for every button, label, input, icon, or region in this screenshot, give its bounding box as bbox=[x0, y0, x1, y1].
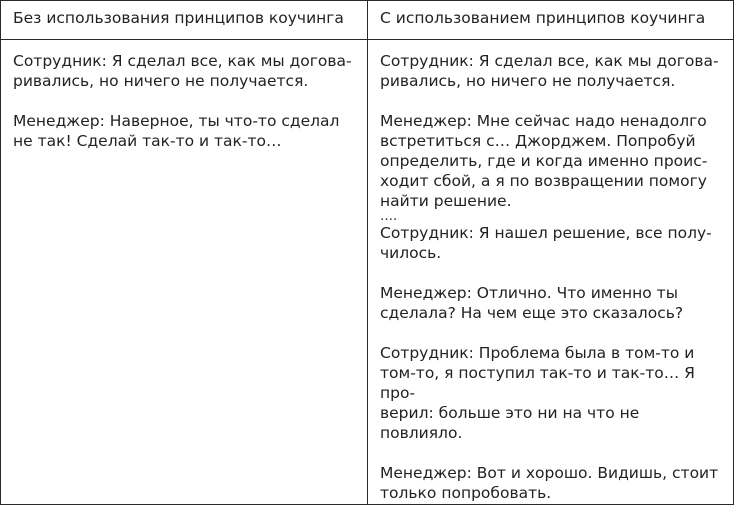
text-line: ривались, но ничего не получается. bbox=[13, 72, 309, 90]
text-line: верил: больше это ни на что не повлияло. bbox=[380, 404, 640, 442]
text-line: чилось. bbox=[380, 244, 442, 262]
right-manager-line-1 bbox=[380, 111, 723, 211]
body-cell-right bbox=[368, 40, 734, 505]
text-line: Менеджер: Мне сейчас надо ненадолго bbox=[380, 112, 707, 130]
text-line: только попробовать. bbox=[380, 484, 552, 502]
left-employee-line bbox=[13, 51, 357, 91]
right-employee-line-3 bbox=[380, 343, 723, 443]
right-dialogue bbox=[368, 40, 733, 503]
text-line: Сотрудник: Проблема была в том-то и bbox=[380, 344, 695, 362]
header-row bbox=[1, 1, 734, 40]
right-manager-line-3 bbox=[380, 463, 723, 503]
right-manager-line-2 bbox=[380, 283, 723, 323]
ellipsis-separator: …. bbox=[380, 209, 398, 224]
header-left-text: Без использования принципов коучинга bbox=[13, 9, 344, 27]
text-line: ривались, но ничего не получается. bbox=[380, 72, 676, 90]
text-line: Менеджер: Вот и хорошо. Видишь, стоит bbox=[380, 464, 719, 482]
left-dialogue bbox=[1, 40, 367, 151]
text-line: ходит сбой, а я по возвращении помогу bbox=[380, 172, 707, 190]
text-line: определить, где и когда именно проис- bbox=[380, 152, 708, 170]
text-line: Сотрудник: Я нашел решение, все полу- bbox=[380, 224, 712, 242]
text-line: Сотрудник: Я сделал все, как мы догова- bbox=[380, 52, 719, 70]
header-right-text: С использованием принципов коучинга bbox=[380, 9, 706, 27]
text-line: Менеджер: Отлично. Что именно ты bbox=[380, 284, 678, 302]
body-row bbox=[1, 40, 734, 505]
text-line: сделала? На чем еще это сказалось? bbox=[380, 304, 684, 322]
header-cell-left bbox=[1, 1, 368, 40]
body-cell-left bbox=[1, 40, 368, 505]
right-employee-line-1 bbox=[380, 51, 723, 91]
text-line: Менеджер: Наверное, ты что-то сделал bbox=[13, 112, 340, 130]
text-line: не так! Сделай так-то и так-то… bbox=[13, 132, 282, 150]
text-line: встретиться с… Джорджем. Попробуй bbox=[380, 132, 696, 150]
right-employee-line-2 bbox=[380, 223, 723, 263]
left-manager-line bbox=[13, 111, 357, 151]
text-line: найти решение. bbox=[380, 192, 512, 210]
text-line: Сотрудник: Я сделал все, как мы догова- bbox=[13, 52, 352, 70]
text-line: том-то, я поступил так-то и так-то… Я про- bbox=[380, 364, 695, 402]
header-cell-right bbox=[368, 1, 734, 40]
